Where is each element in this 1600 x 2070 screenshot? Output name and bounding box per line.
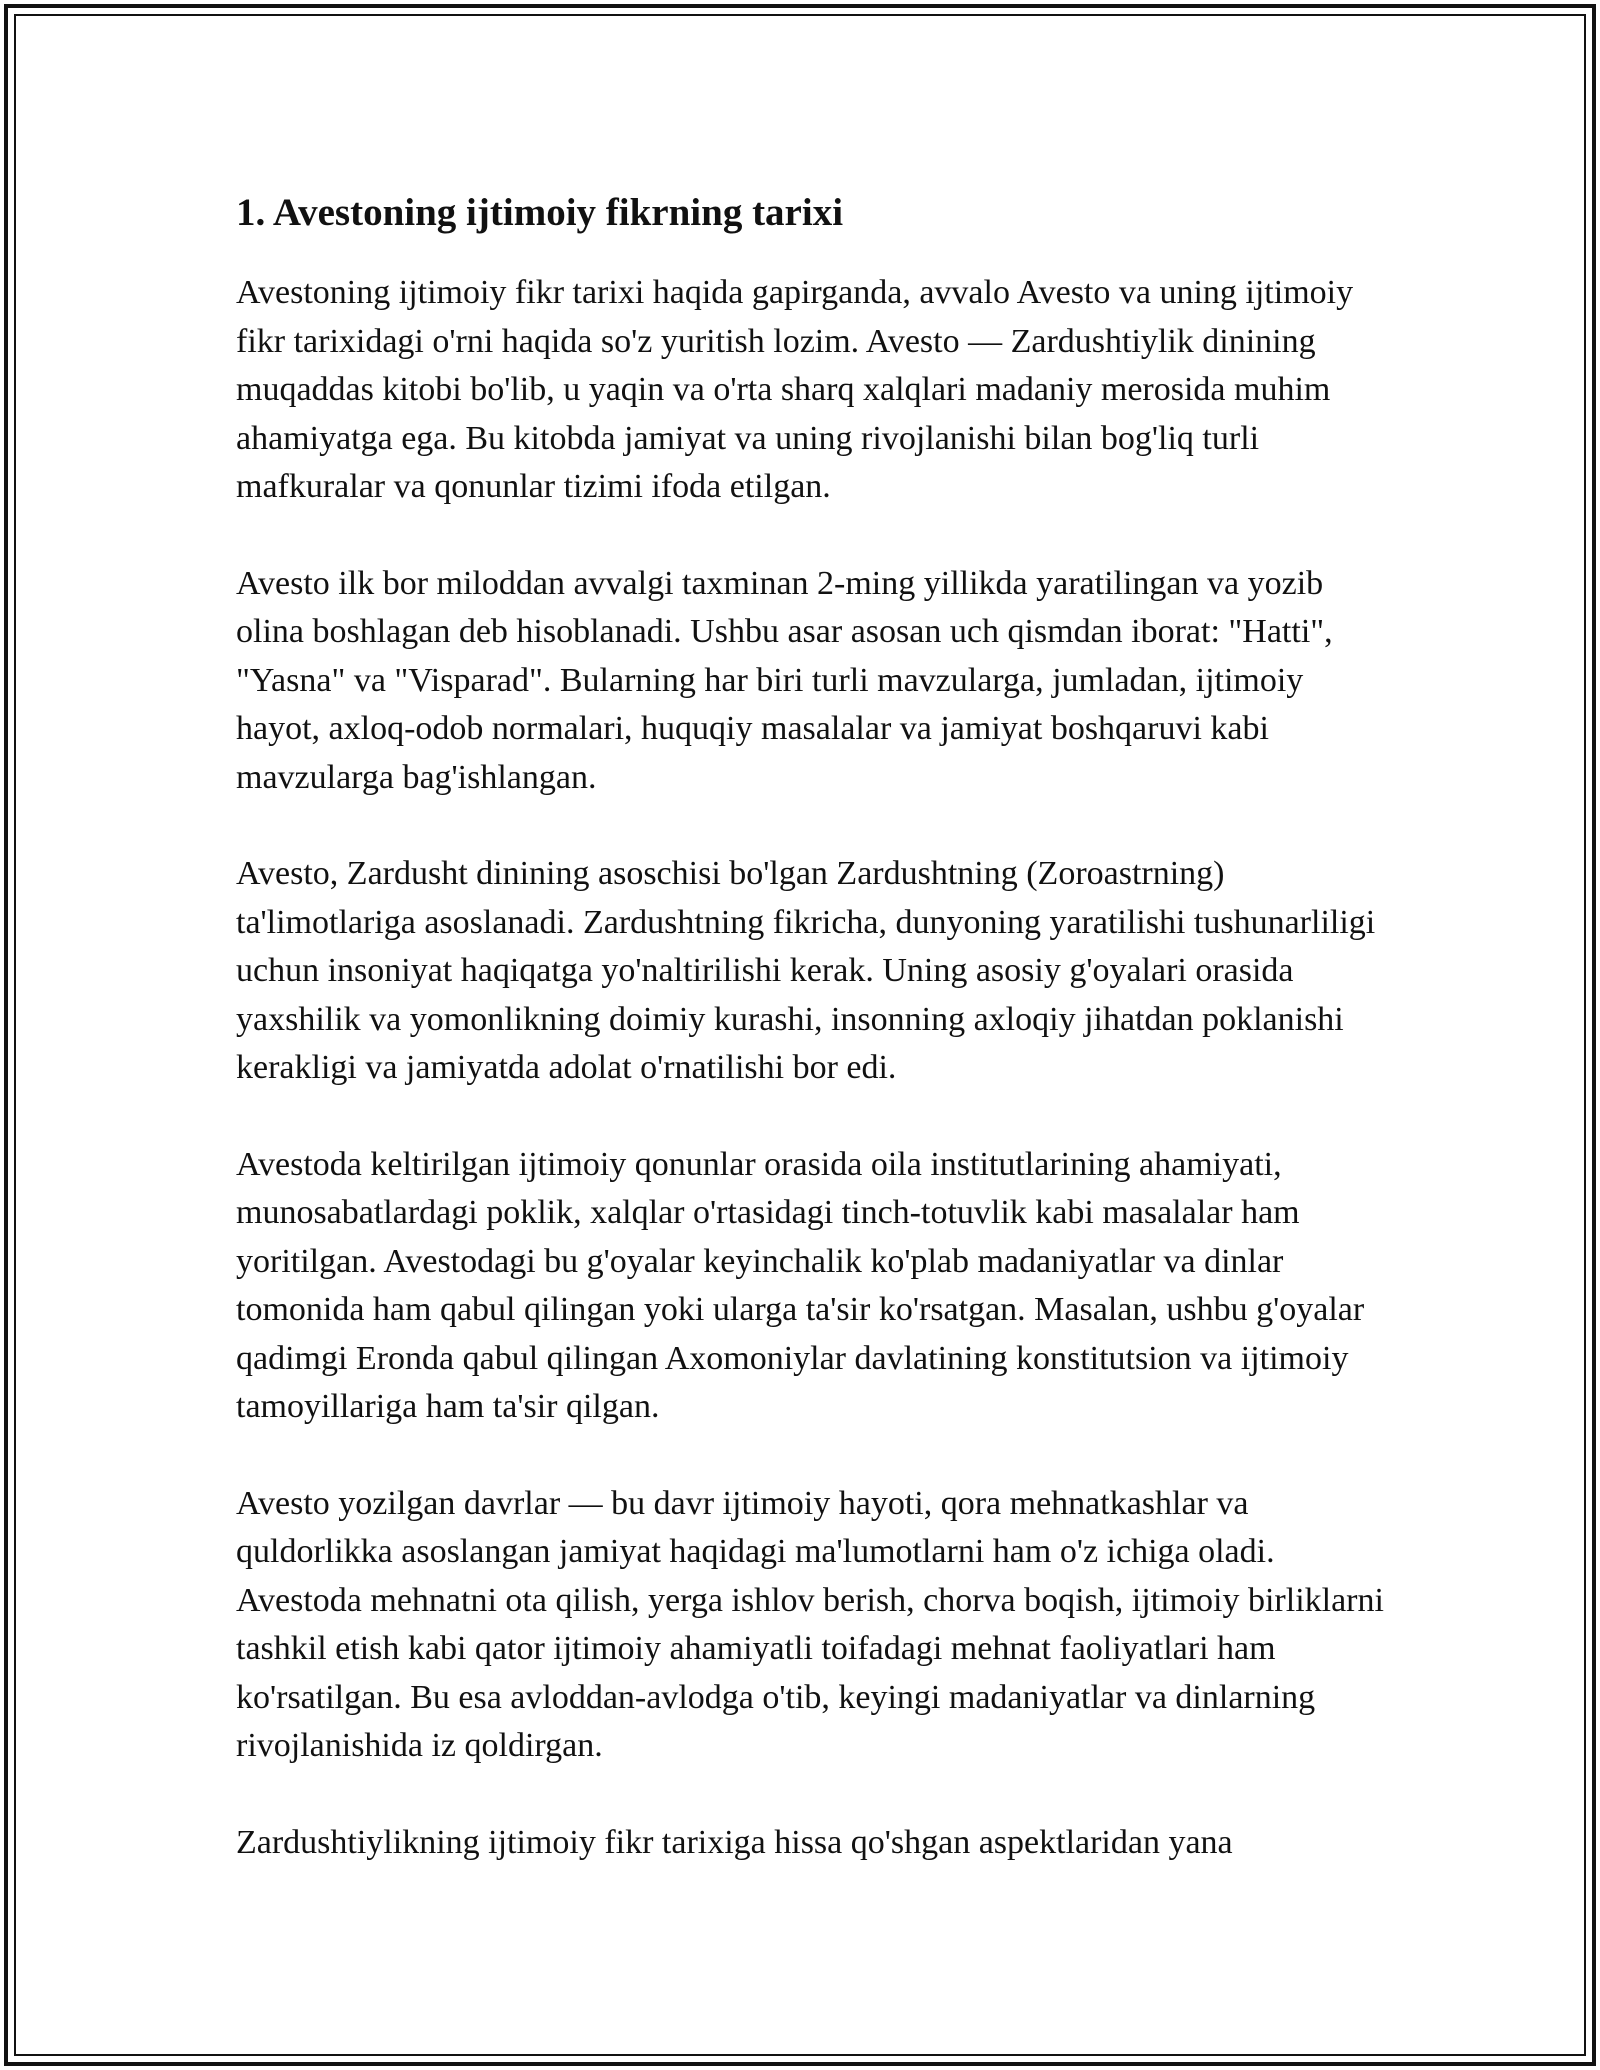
paragraph-2: Avesto ilk bor miloddan avvalgi taxminan 2-ming yillikda yaratilingan va yozib olina boshlagan deb hisoblanadi. Ushbu asar asosan uch qismdan iborat: "Hatti", "Yasna" va "Visparad". Bularning har biri turli mavzularga, jumladan, ijtimoiy hayot, axloq-odob normalari, huquqiy masalalar va jamiyat boshqaruvi kabi mavzularga bag'ishlangan. bbox=[236, 564, 1333, 796]
section-title: 1. Avestoning ijtimoiy fikrning tarixi bbox=[236, 191, 844, 234]
paragraph-6: Zardushtiylikning ijtimoiy fikr tarixiga hissa qo'shgan aspektlaridan yana bbox=[236, 1823, 1233, 1861]
paragraph-4: Avestoda keltirilgan ijtimoiy qonunlar orasida oila institutlarining ahamiyati, munosabatlardagi poklik, xalqlar o'rtasidagi tinch-totuvlik kabi masalalar ham yoritilgan. Avestodagi bu g'oyalar keyinchalik ko'plab madaniyatlar va dinlar tomonida ham qabul qilingan yoki ularga ta'sir ko'rsatgan. Masalan, ushbu g'oyalar qadimgi Eronda qabul qilingan Axomoniylar davlatining konstitutsion va ijtimoiy tamoyillariga ham ta'sir qilgan. bbox=[236, 1145, 1365, 1425]
paragraph-3: Avesto, Zardusht dinining asoschisi bo'lgan Zardushtning (Zoroastrning) ta'limotlariga asoslanadi. Zardushtning fikricha, dunyoning yaratilishi tushunarliligi uchun insoniyat haqiqatga yo'naltirilishi kerak. Uning asosiy g'oyalari orasida yaxshilik va yomonlikning doimiy kurashi, insonning axloqiy jihatdan poklanishi kerakligi va jamiyatda adolat o'rnatilishi bor edi. bbox=[236, 855, 1376, 1086]
document-body bbox=[236, 185, 1386, 1915]
paragraph-5: Avesto yozilgan davrlar — bu davr ijtimoiy hayoti, qora mehnatkashlar va quldorlikka asoslangan jamiyat haqidagi ma'lumotlarni ham o'z ichiga oladi. Avestoda mehnatni ota qilish, yerga ishlov berish, chorva boqish, ijtimoiy birliklarni tashkil etish kabi qator ijtimoiy ahamiyatli toifadagi mehnat faoliyatlari ham ko'rsatilgan. Bu esa avloddan-avlodga o'tib, keyingi madaniyatlar va dinlarning rivojlanishida iz qoldirgan. bbox=[236, 1484, 1384, 1764]
paragraph-1: Avestoning ijtimoiy fikr tarixi haqida gapirganda, avvalo Avesto va uning ijtimoiy fikr tarixidagi o'rni haqida so'z yuritish lozim. Avesto — Zardushtiylik dinining muqaddas kitobi bo'lib, u yaqin va o'rta sharq xalqlari madaniy merosida muhim ahamiyatga ega. Bu kitobda jamiyat va uning rivojlanishi bilan bog'liq turli mafkuralar va qonunlar tizimi ifoda etilgan. bbox=[236, 274, 1354, 505]
